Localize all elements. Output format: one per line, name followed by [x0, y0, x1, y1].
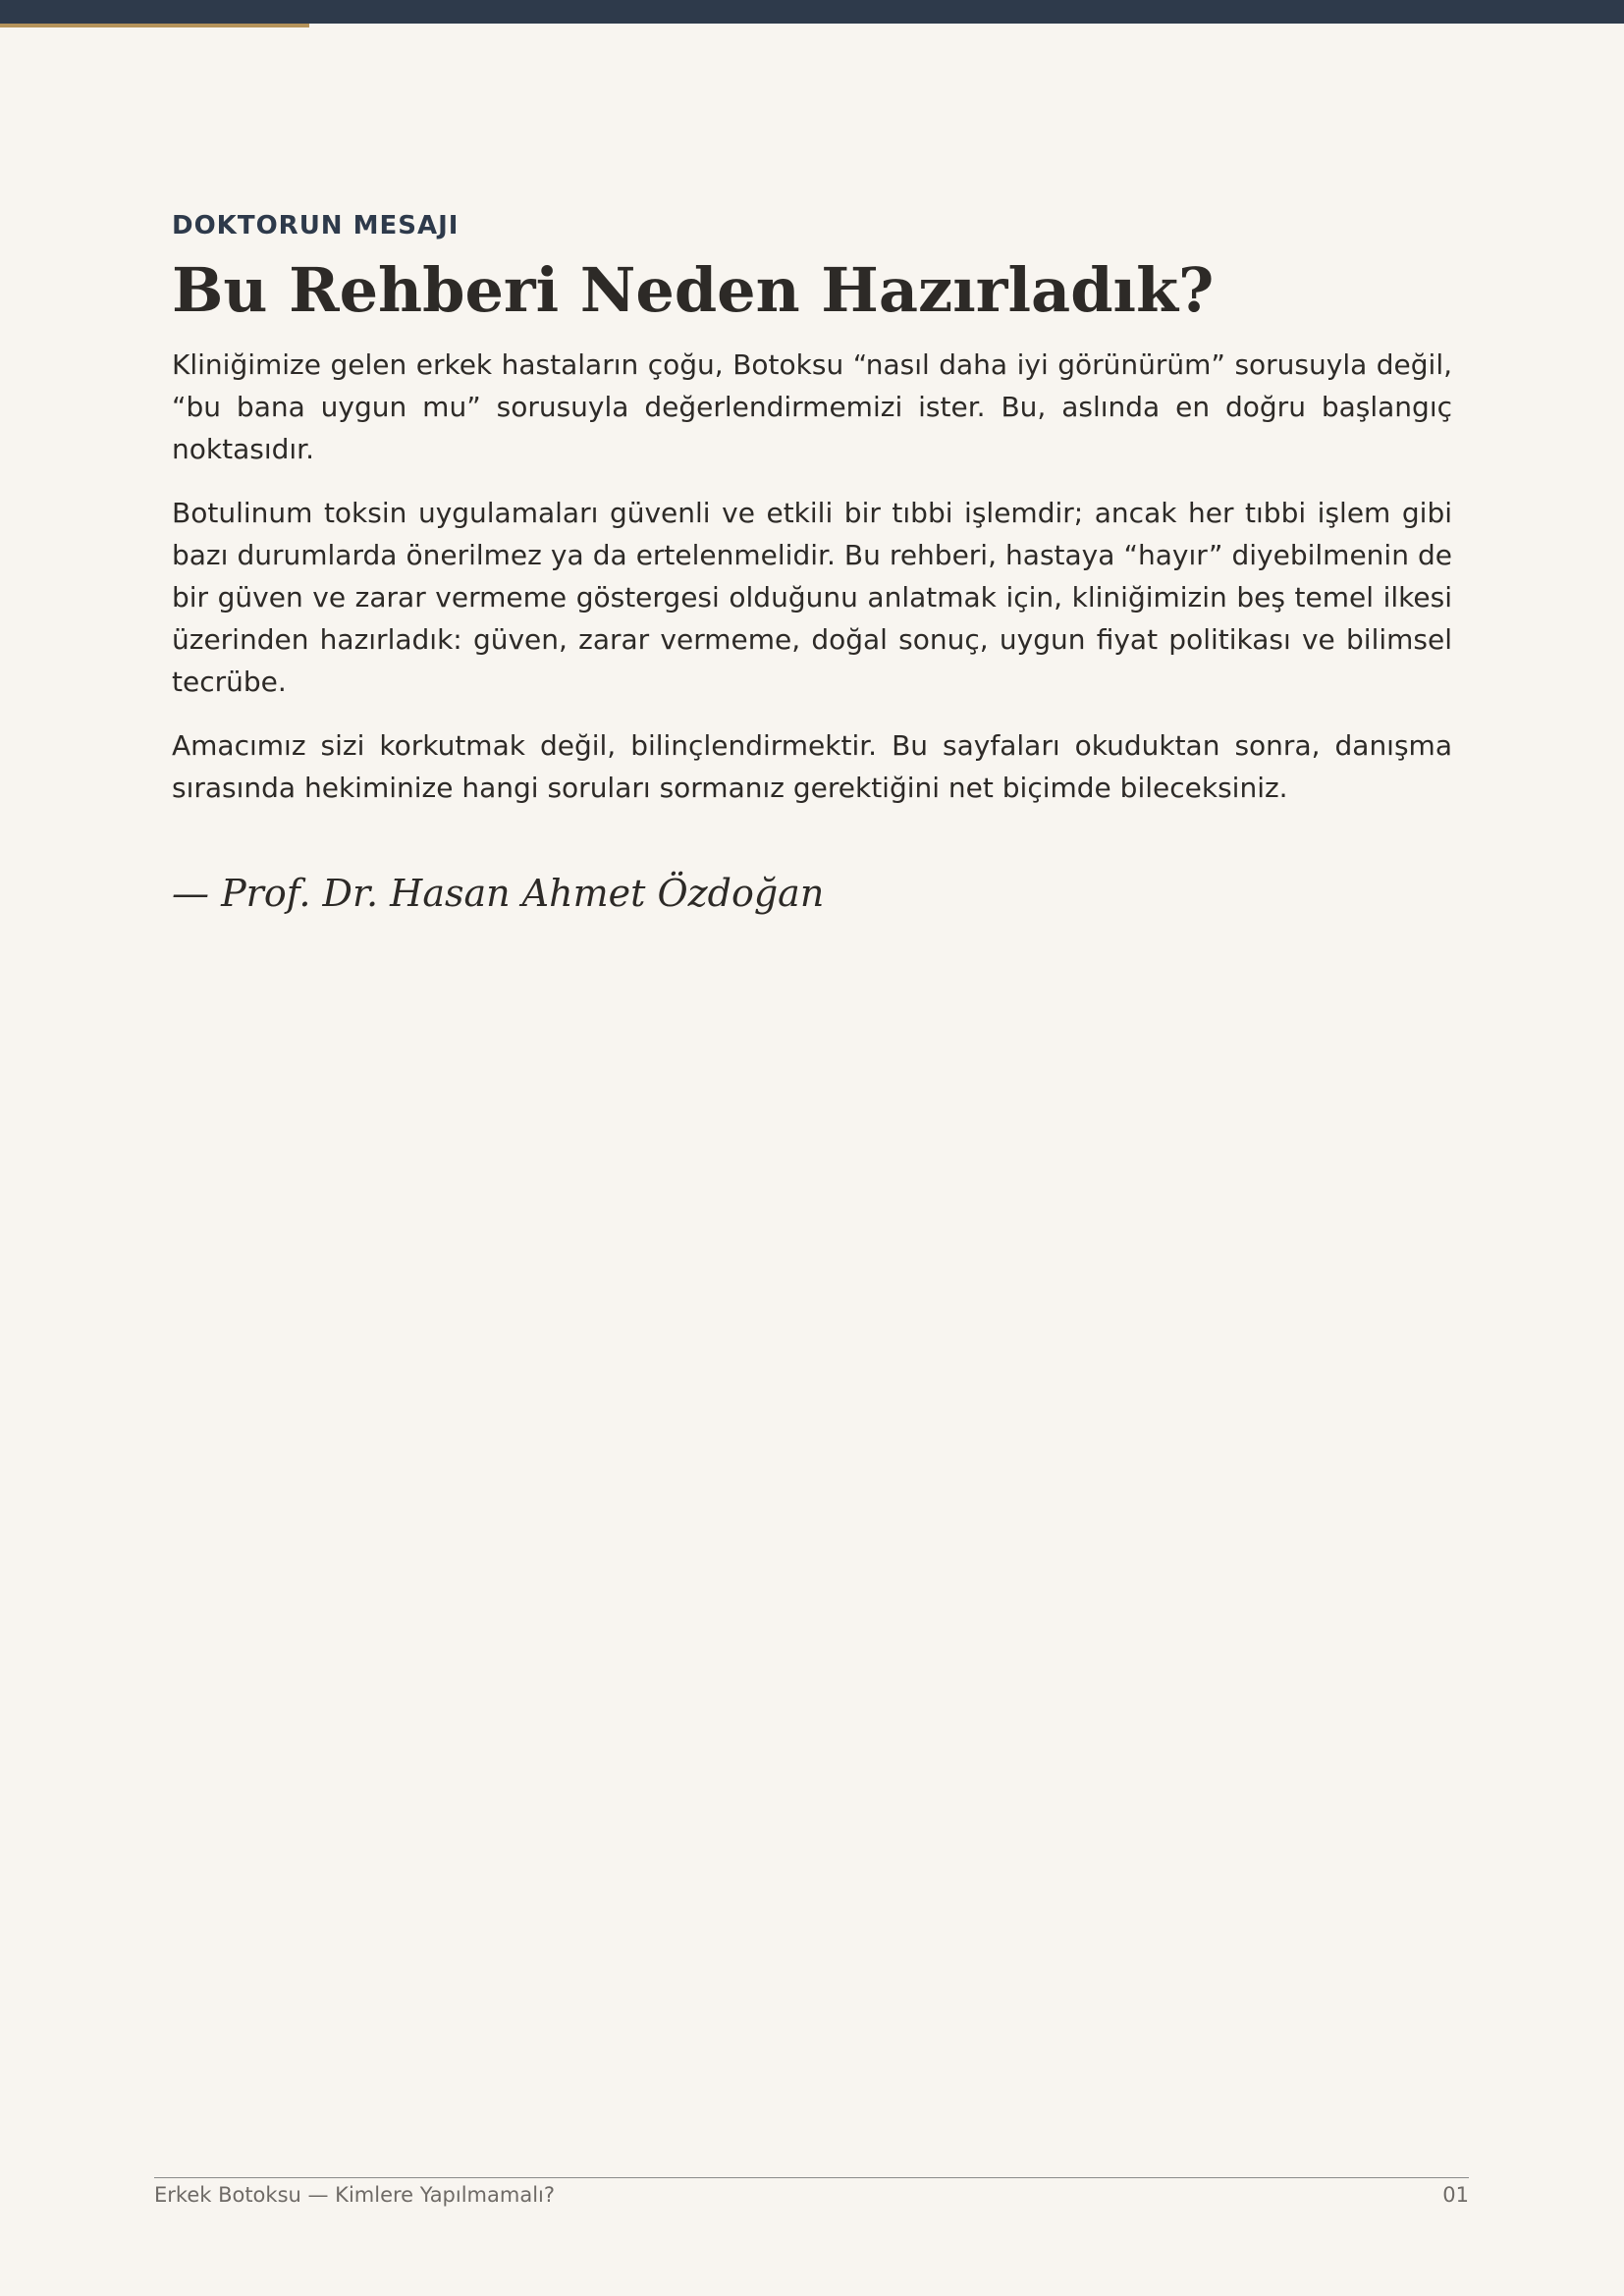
footer-page-number: 01 [1442, 2183, 1469, 2207]
top-accent-line [0, 24, 309, 27]
body-paragraph-3: Amacımız sizi korkutmak değil, bilinçlendirmektir. Bu sayfaları okuduktan sonra, danışma sırasında hekiminize hangi soruları sormanız gerektiğini net biçimde bileceksiniz. [172, 729, 1452, 804]
footer-divider [154, 2177, 1469, 2178]
footer-document-title: Erkek Botoksu — Kimlere Yapılmamalı? [154, 2183, 556, 2207]
body-paragraph-1: Kliniğimize gelen erkek hastaların çoğu, Botoksu “nasıl daha iyi görünürüm” sorusuyla değil, “bu bana uygun mu” sorusuyla değerlendirmemizi ister. Bu, aslında en doğru başlangıç noktasıdır. [172, 348, 1452, 465]
page-content [172, 210, 1452, 917]
section-eyebrow: DOKTORUN MESAJI [172, 211, 460, 240]
top-bar [0, 0, 1624, 24]
author-signature: — Prof. Dr. Hasan Ahmet Özdoğan [172, 872, 825, 915]
page-title: Bu Rehberi Neden Hazırladık? [172, 254, 1215, 326]
body-paragraph-2: Botulinum toksin uygulamaları güvenli ve etkili bir tıbbi işlemdir; ancak her tıbbi işlem gibi bazı durumlarda önerilmez ya da ertelenmelidir. Bu rehberi, hastaya “hayır” diyebilmenin de bir güven ve zarar vermeme göstergesi olduğunu anlatmak için, kliniğimizin beş temel ilkesi üzerinden hazırladık: güven, zarar vermeme, doğal sonuç, uygun fiyat politikası ve bilimsel tecrübe. [172, 497, 1452, 698]
